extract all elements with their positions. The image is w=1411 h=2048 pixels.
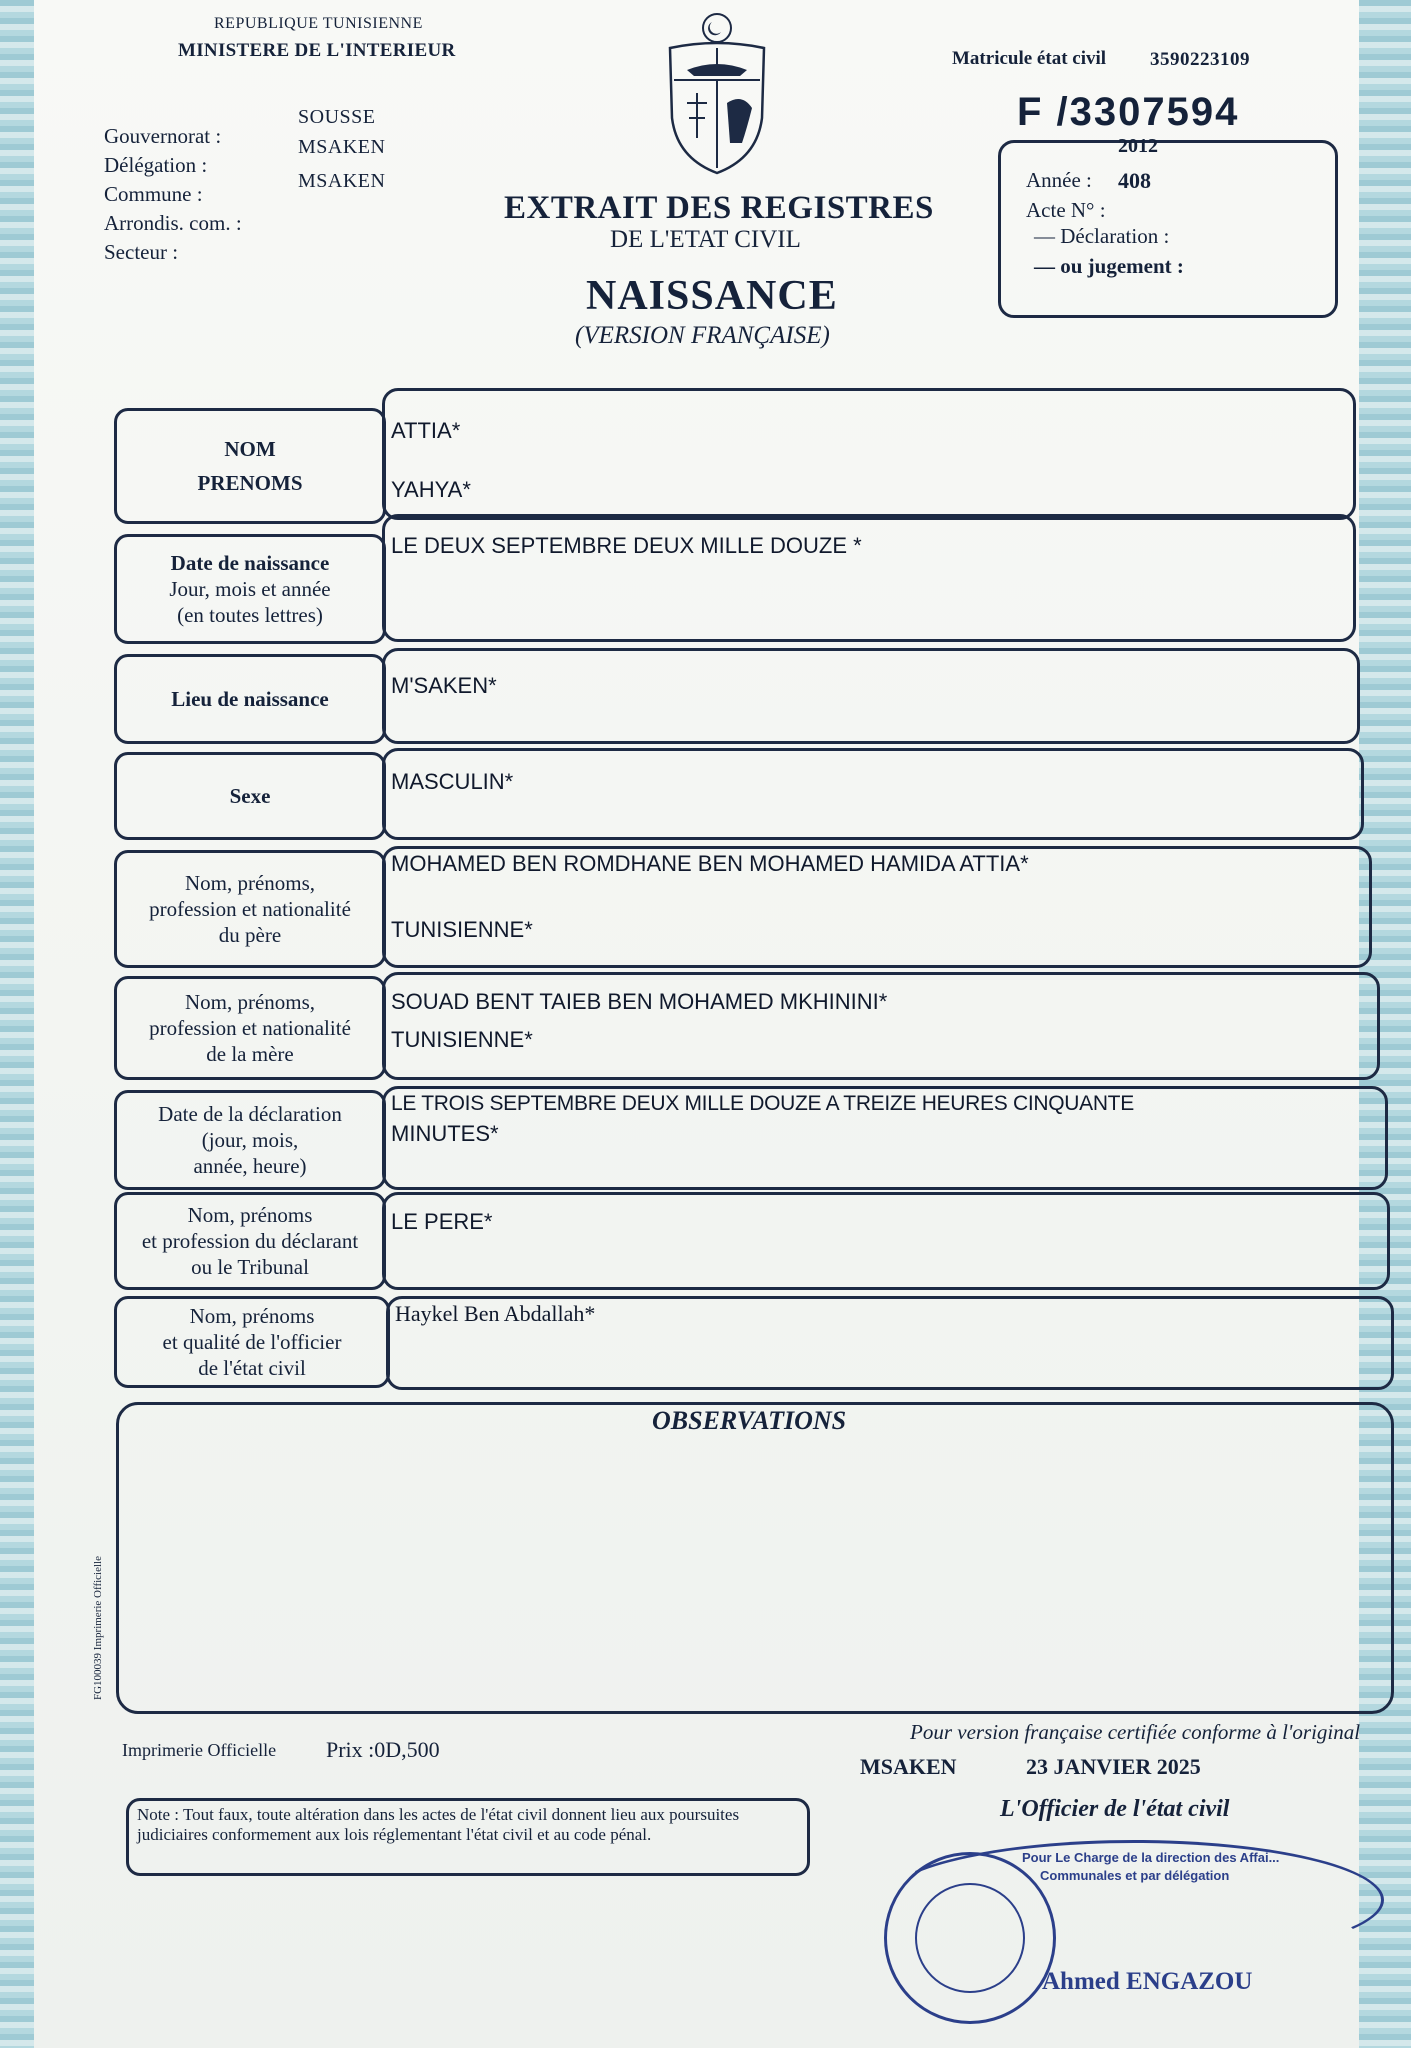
lieu-naissance-label: Lieu de naissance <box>171 687 329 711</box>
pere-nationality-value: TUNISIENNE* <box>391 917 533 942</box>
officier-label-line-1: Nom, prénoms <box>189 1304 315 1328</box>
declaration-date-value: LE TROIS SEPTEMBRE DEUX MILLE DOUZE A TREIZE HEURES CINQUANTE <box>391 1092 1134 1115</box>
pere-label-cell <box>114 850 386 968</box>
date-naissance-sublabel: Jour, mois et année <box>169 577 331 601</box>
pere-label-line-2: profession et nationalité <box>149 897 351 921</box>
date-naissance-label-cell <box>114 534 386 644</box>
stamp-text-line-2: Communales et par délégation <box>1040 1868 1230 1883</box>
ministry-label: MINISTERE DE L'INTERIEUR <box>178 40 456 61</box>
commune-value: MSAKEN <box>298 170 386 192</box>
declarant-label-line-3: ou le Tribunal <box>191 1255 309 1279</box>
matricule-value: 3590223109 <box>1150 49 1250 70</box>
declaration-label-line-2: (jour, mois, <box>201 1128 299 1152</box>
pere-label-line-1: Nom, prénoms, <box>184 871 316 895</box>
mere-value-cell <box>382 972 1380 1080</box>
nom-prenoms-value-cell <box>382 388 1356 520</box>
mere-label-line-1: Nom, prénoms, <box>184 990 316 1014</box>
mere-nationality-value: TUNISIENNE* <box>391 1027 533 1052</box>
annee-label: Année : <box>1026 168 1092 192</box>
officier-label-line-2: et qualité de l'officier <box>162 1330 342 1354</box>
observations-title: OBSERVATIONS <box>652 1406 847 1435</box>
declaration-value-cell <box>382 1086 1388 1190</box>
declarant-label-cell <box>114 1192 386 1290</box>
pere-value-cell <box>382 846 1372 968</box>
officier-label-cell <box>114 1296 390 1388</box>
mere-label-line-3: de la mère <box>206 1042 294 1066</box>
officier-value: Haykel Ben Abdallah* <box>395 1301 596 1326</box>
document-subtitle: DE L'ETAT CIVIL <box>610 226 801 253</box>
lieu-naissance-label-cell <box>114 654 386 744</box>
secteur-label: Secteur : <box>104 240 179 264</box>
republic-label: REPUBLIQUE TUNISIENNE <box>214 15 423 32</box>
jugement-label: — ou jugement : <box>1034 254 1184 278</box>
act-type-title: NAISSANCE <box>586 273 838 319</box>
legal-note-box <box>126 1798 810 1876</box>
acte-year-value: 2012 <box>1118 135 1158 157</box>
mere-label-line-2: profession et nationalité <box>149 1016 351 1040</box>
issue-date: 23 JANVIER 2025 <box>1026 1754 1201 1779</box>
declaration-label-cell <box>114 1090 386 1190</box>
declarant-label-line-2: et profession du déclarant <box>141 1229 359 1253</box>
date-naissance-sublabel-2: (en toutes lettres) <box>177 603 323 627</box>
delegation-label: Délégation : <box>104 153 208 177</box>
certification-text: Pour version française certifiée conforme à l'original <box>910 1720 1361 1744</box>
nom-prenoms-label-cell <box>114 408 386 524</box>
sexe-label: Sexe <box>229 784 271 808</box>
declarant-label-line-1: Nom, prénoms <box>187 1203 313 1227</box>
sexe-value-cell <box>382 748 1364 840</box>
date-naissance-value-cell <box>382 514 1356 642</box>
lieu-naissance-value: M'SAKEN* <box>391 673 497 698</box>
stamp-text-line-1: Pour Le Charge de la direction des Affai... <box>1022 1850 1280 1865</box>
nom-value: ATTIA* <box>391 418 461 443</box>
lieu-naissance-value-cell <box>382 648 1360 744</box>
left-guilloche-border <box>0 0 34 2048</box>
declarant-value-cell <box>382 1192 1390 1290</box>
declaration-minutes-value: MINUTES* <box>391 1121 499 1146</box>
mere-label-cell <box>114 976 386 1080</box>
delegation-value: MSAKEN <box>298 136 386 158</box>
nom-label: NOM <box>224 437 276 461</box>
prenoms-label: PRENOMS <box>197 471 303 495</box>
prix-label: Prix :0D,500 <box>326 1737 440 1762</box>
gouvernorat-value: SOUSSE <box>298 106 376 128</box>
declaration-label: — Déclaration : <box>1034 224 1170 248</box>
imprimerie-label: Imprimerie Officielle <box>122 1740 277 1760</box>
version-label: (VERSION FRANÇAISE) <box>575 322 830 349</box>
acte-number-value: 408 <box>1118 168 1151 193</box>
declaration-label-line-3: année, heure) <box>193 1154 307 1178</box>
observations-box <box>116 1402 1394 1714</box>
mere-name-value: SOUAD BENT TAIEB BEN MOHAMED MKHININI* <box>391 989 888 1014</box>
pere-name-value: MOHAMED BEN ROMDHANE BEN MOHAMED HAMIDA ATTIA* <box>391 851 1029 876</box>
officier-value-cell <box>386 1296 1394 1390</box>
date-naissance-value: LE DEUX SEPTEMBRE DEUX MILLE DOUZE * <box>391 533 862 558</box>
legal-note-text: Note : Tout faux, toute altération dans les actes de l'état civil donnent lieu aux poursuites judiciaires conformement aux lois réglementant l'état civil et au code pénal. <box>137 1805 740 1844</box>
document-title: EXTRAIT DES REGISTRES <box>504 190 934 226</box>
date-naissance-label: Date de naissance <box>170 551 330 575</box>
declarant-value: LE PERE* <box>391 1209 493 1234</box>
arrondissement-label: Arrondis. com. : <box>104 211 242 235</box>
sexe-value: MASCULIN* <box>391 769 514 794</box>
printer-side-text: FG100039 Imprimerie Officielle <box>92 1556 104 1700</box>
declaration-label-line-1: Date de la déclaration <box>158 1102 342 1126</box>
gouvernorat-label: Gouvernorat : <box>104 124 222 148</box>
matricule-label: Matricule état civil <box>952 48 1107 69</box>
officier-title: L'Officier de l'état civil <box>1000 1796 1230 1822</box>
officier-label-line-3: de l'état civil <box>198 1356 306 1380</box>
acte-number-label: Acte N° : <box>1026 198 1106 222</box>
pere-label-line-3: du père <box>218 923 282 947</box>
tunisia-coat-of-arms-icon <box>662 8 772 178</box>
place-label: MSAKEN <box>860 1754 957 1779</box>
sexe-label-cell <box>114 752 386 840</box>
prenoms-value: YAHYA* <box>391 477 471 502</box>
signatory-name: Ahmed ENGAZOU <box>1042 1968 1253 1995</box>
serial-number: F /3307594 <box>1017 90 1240 134</box>
commune-label: Commune : <box>104 182 203 206</box>
